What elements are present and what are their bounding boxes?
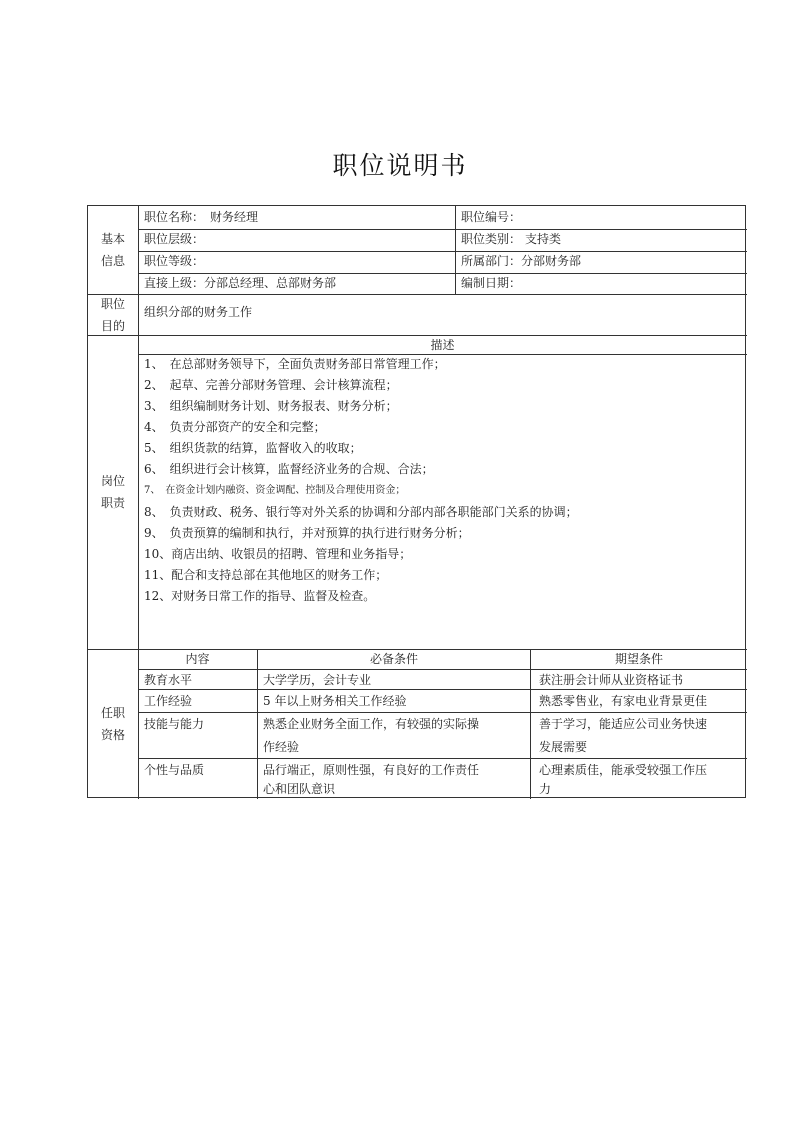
duty-item: 10、商店出纳、收银员的招聘、管理和业务指导； <box>144 547 412 561</box>
duties-label <box>88 470 138 514</box>
duty-item: 2、 起草、完善分部财务管理、会计核算流程； <box>144 378 398 392</box>
row-divider <box>138 689 747 690</box>
row-divider <box>138 273 747 274</box>
duty-item: 9、 负责预算的编制和执行，并对预算的执行进行财务分析； <box>144 526 470 540</box>
duty-item: 6、 组织进行会计核算，监督经济业务的合规、合法； <box>144 462 434 476</box>
position-category-field <box>461 231 561 247</box>
duty-item: 3、 组织编制财务计划、财务报表、财务分析； <box>144 399 398 413</box>
department-label: 所属部门： <box>461 254 522 268</box>
duty-item: 11、配合和支持总部在其他地区的财务工作； <box>144 568 388 582</box>
qualification-required: 大学学历，会计专业 <box>263 673 372 687</box>
qualifications-header-content: 内容 <box>185 652 210 666</box>
duty-item: 12、对财务日常工作的指导、监督及检查。 <box>144 589 376 603</box>
department-value: 分部财务部 <box>521 254 582 268</box>
row-divider <box>138 251 747 252</box>
qualification-expected: 熟悉零售业，有家电业背景更佳 <box>539 694 708 708</box>
qualifications-label-line1: 任职 <box>100 706 125 720</box>
position-name-value: 财务经理 <box>210 210 259 224</box>
qualification-item: 个性与品质 <box>144 763 205 777</box>
qualification-required: 作经验 <box>263 740 300 754</box>
position-category-value: 支持类 <box>525 232 562 246</box>
page-title: 职位说明书 <box>332 151 468 180</box>
qualification-expected: 获注册会计师从业资格证书 <box>539 673 684 687</box>
position-category-label: 职位类别： <box>461 232 522 246</box>
position-id-label: 职位编号： <box>461 210 522 224</box>
purpose-text: 组织分部的财务工作 <box>144 305 253 319</box>
column-divider <box>530 649 531 799</box>
duty-item: 7、 在资金计划内融资、资金调配、控制及合理使用资金； <box>144 485 406 496</box>
duties-label-line1: 岗位 <box>100 474 125 488</box>
basic-info-label-line1: 基本 <box>100 232 125 246</box>
column-divider <box>257 649 258 799</box>
position-name-label: 职位名称： <box>144 210 205 224</box>
basic-info-label-line2: 信息 <box>100 254 125 268</box>
row-divider <box>138 758 747 759</box>
job-description-table <box>87 205 746 798</box>
qualification-item: 技能与能力 <box>144 717 205 731</box>
position-grade-label: 职位等级： <box>144 254 205 268</box>
row-divider <box>138 354 747 355</box>
qualification-item: 教育水平 <box>144 673 193 687</box>
column-divider <box>455 206 456 294</box>
direct-superior-value: 分部总经理、总部财务部 <box>204 276 337 290</box>
qualification-expected: 善于学习，能适应公司业务快速 <box>539 717 708 731</box>
direct-superior-field <box>144 275 336 291</box>
purpose-label-line2: 目的 <box>100 319 125 333</box>
department-field <box>461 253 581 269</box>
qualification-required: 心和团队意识 <box>263 782 336 796</box>
duties-label-line2: 职责 <box>100 496 125 510</box>
duty-item: 4、 负责分部资产的安全和完整； <box>144 420 326 434</box>
duty-item: 1、 在总部财务领导下，全面负责财务部日常管理工作； <box>144 357 446 371</box>
qualification-required: 5 年以上财务相关工作经验 <box>263 694 407 708</box>
duties-header: 描述 <box>430 338 455 352</box>
direct-superior-label: 直接上级： <box>144 276 205 290</box>
qualification-item: 工作经验 <box>144 694 193 708</box>
qualification-expected: 发展需要 <box>539 740 588 754</box>
qualification-required: 熟悉企业财务全面工作，有较强的实际操 <box>263 717 480 731</box>
qualification-required: 品行端正，原则性强，有良好的工作责任 <box>263 763 480 777</box>
section-divider <box>88 294 747 295</box>
position-name-field <box>144 209 258 225</box>
duty-item: 8、 负责财政、税务、银行等对外关系的协调和分部内部各职能部门关系的协调； <box>144 505 578 519</box>
qualifications-header-required: 必备条件 <box>369 652 418 666</box>
qualification-expected: 心理素质佳，能承受较强工作压 <box>539 763 708 777</box>
basic-info-label <box>88 228 138 272</box>
section-divider <box>88 649 747 650</box>
section-divider <box>88 335 747 336</box>
compile-date-label: 编制日期： <box>461 276 522 290</box>
qualifications-label <box>88 702 138 746</box>
column-divider <box>138 206 139 799</box>
purpose-label <box>88 293 138 337</box>
qualifications-header-expected: 期望条件 <box>614 652 663 666</box>
row-divider <box>138 229 747 230</box>
duty-item: 5、 组织货款的结算，监督收入的收取； <box>144 441 362 455</box>
qualification-expected: 力 <box>539 782 552 796</box>
row-divider <box>138 669 747 670</box>
row-divider <box>138 712 747 713</box>
qualifications-label-line2: 资格 <box>100 728 125 742</box>
purpose-label-line1: 职位 <box>100 297 125 311</box>
position-level-label: 职位层级： <box>144 232 205 246</box>
